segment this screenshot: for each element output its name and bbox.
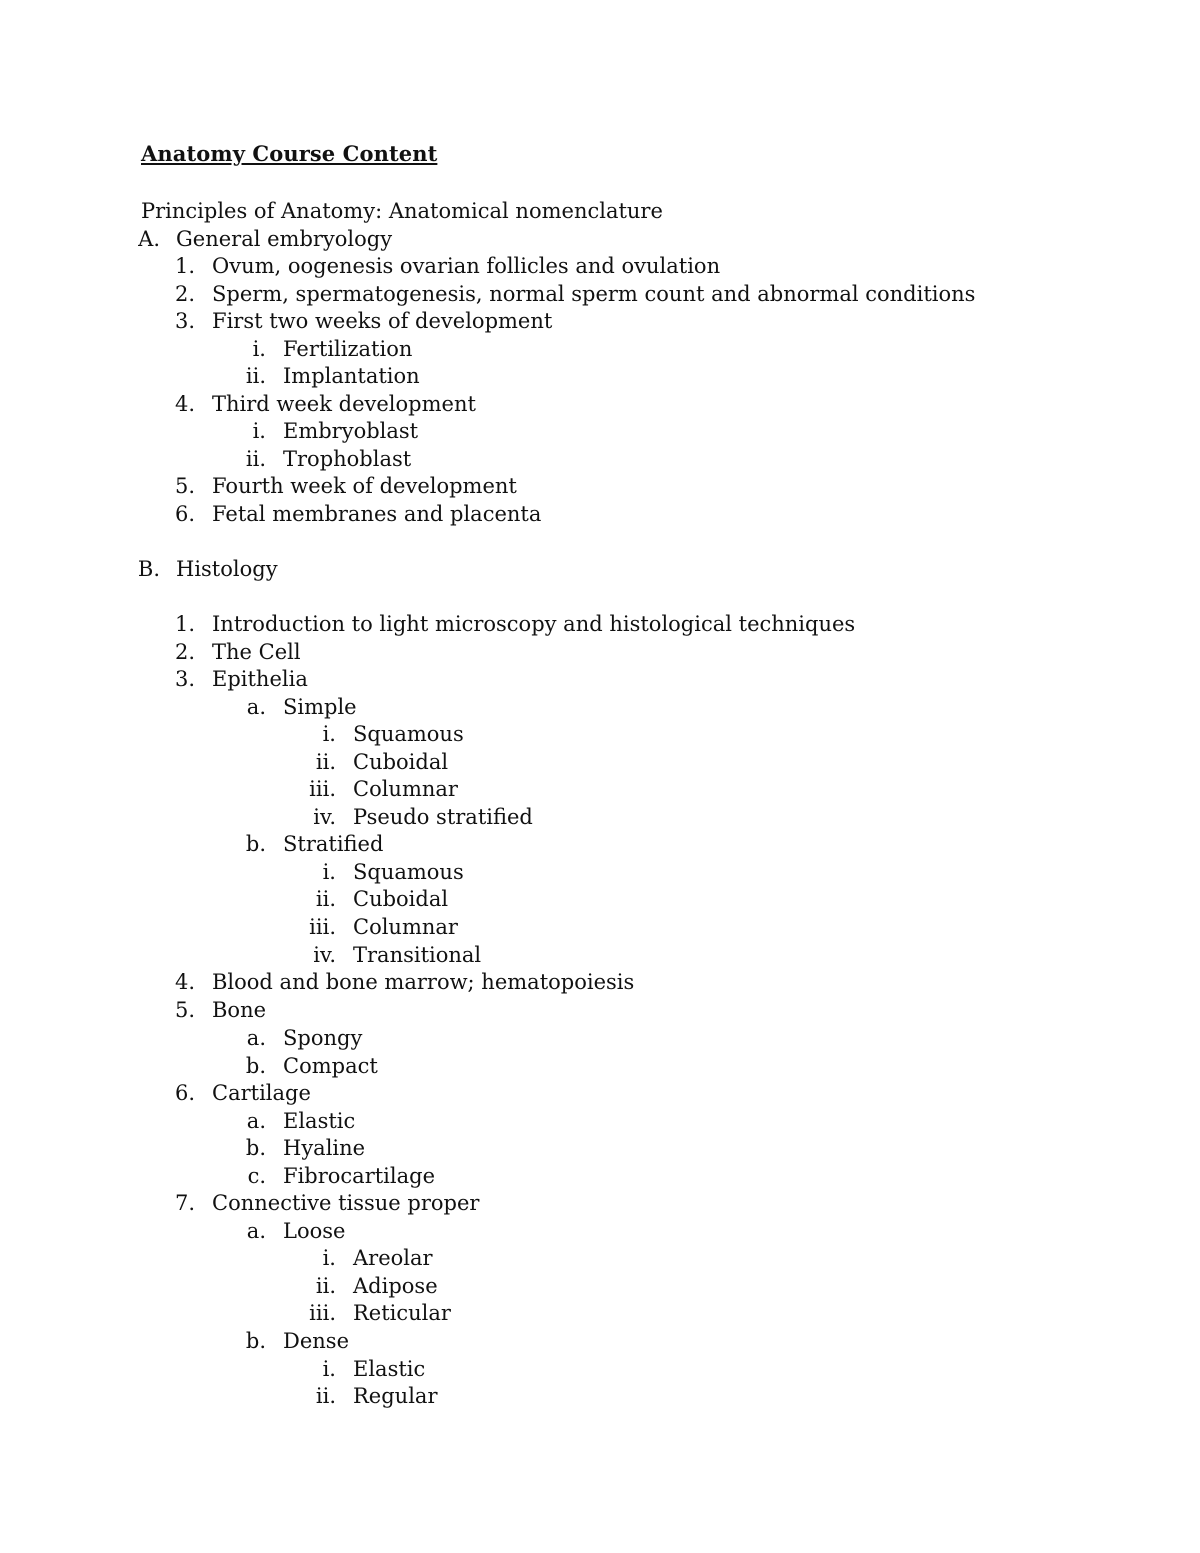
list-item-label: Regular	[353, 1384, 438, 1408]
list-item-label: Third week development	[212, 392, 476, 416]
list-item-label: Spongy	[283, 1026, 363, 1050]
list-item-label: Ovum, oogenesis ovarian follicles and ovulation	[212, 254, 721, 278]
list-marker: 2.	[174, 640, 195, 664]
list-marker: i.	[322, 1246, 336, 1270]
list-marker: 7.	[174, 1191, 195, 1215]
list-marker: a.	[246, 695, 266, 719]
list-item-label: Epithelia	[212, 667, 308, 691]
list-marker: c.	[247, 1164, 266, 1188]
list-marker: 5.	[174, 474, 195, 498]
list-marker: ii.	[245, 447, 266, 471]
list-item-label: Loose	[283, 1219, 346, 1243]
list-marker: ii.	[245, 364, 266, 388]
list-item-label: Cuboidal	[353, 887, 449, 911]
list-marker: i.	[322, 1357, 336, 1381]
list-item-label: Hyaline	[283, 1136, 366, 1160]
list-item-label: Stratified	[283, 832, 384, 856]
list-item-label: General embryology	[176, 227, 393, 251]
intro-text: Principles of Anatomy: Anatomical nomenclature	[141, 199, 663, 223]
list-item-label: Fertilization	[283, 337, 413, 361]
list-marker: a.	[246, 1109, 266, 1133]
list-marker: 4.	[174, 970, 195, 994]
list-marker: ii.	[315, 1274, 336, 1298]
document-title: Anatomy Course Content	[141, 141, 438, 166]
list-marker: i.	[252, 337, 266, 361]
list-item-label: Transitional	[353, 943, 482, 967]
list-item-label: Pseudo stratified	[353, 805, 533, 829]
list-item-label: Squamous	[353, 860, 464, 884]
list-marker: i.	[252, 419, 266, 443]
list-marker: a.	[246, 1026, 266, 1050]
list-marker: 5.	[174, 998, 195, 1022]
list-item-label: Implantation	[283, 364, 420, 388]
list-marker: 3.	[174, 667, 195, 691]
list-item-label: Elastic	[283, 1109, 356, 1133]
list-marker: ii.	[315, 750, 336, 774]
list-marker: 6.	[174, 1081, 195, 1105]
list-item-label: First two weeks of development	[212, 309, 553, 333]
list-item-label: Areolar	[353, 1246, 433, 1270]
list-item-label: Fibrocartilage	[283, 1164, 435, 1188]
list-marker: b.	[245, 1329, 266, 1353]
list-marker: b.	[245, 1136, 266, 1160]
list-marker: a.	[246, 1219, 266, 1243]
list-item-label: Fourth week of development	[212, 474, 517, 498]
list-marker: 3.	[174, 309, 195, 333]
list-item-label: Columnar	[353, 915, 458, 939]
list-marker: ii.	[315, 1384, 336, 1408]
list-item-label: Columnar	[353, 777, 458, 801]
list-marker: B.	[137, 557, 160, 581]
list-item-label: Dense	[283, 1329, 349, 1353]
list-item-label: Histology	[176, 557, 278, 581]
list-marker: b.	[245, 1054, 266, 1078]
list-marker: i.	[322, 722, 336, 746]
list-marker: iii.	[309, 777, 336, 801]
list-item-label: Blood and bone marrow; hematopoiesis	[212, 970, 635, 994]
list-item-label: Simple	[283, 695, 357, 719]
list-item-label: Introduction to light microscopy and histological techniques	[212, 612, 856, 636]
list-item-label: Cartilage	[212, 1081, 311, 1105]
list-marker: 6.	[174, 502, 195, 526]
list-marker: 1.	[174, 254, 195, 278]
list-marker: iii.	[309, 1301, 336, 1325]
list-item-label: Adipose	[353, 1274, 438, 1298]
list-marker: iv.	[313, 943, 336, 967]
list-marker: A.	[138, 227, 160, 251]
list-item-label: Squamous	[353, 722, 464, 746]
list-marker: iv.	[313, 805, 336, 829]
list-marker: 2.	[174, 282, 195, 306]
list-marker: iii.	[309, 915, 336, 939]
list-item-label: Sperm, spermatogenesis, normal sperm count and abnormal conditions	[212, 282, 976, 306]
list-marker: b.	[245, 832, 266, 856]
list-item-label: The Cell	[212, 640, 301, 664]
list-item-label: Elastic	[353, 1357, 426, 1381]
list-marker: i.	[322, 860, 336, 884]
list-item-label: Reticular	[353, 1301, 451, 1325]
list-item-label: Embryoblast	[283, 419, 419, 443]
list-marker: 1.	[174, 612, 195, 636]
list-marker: 4.	[174, 392, 195, 416]
list-item-label: Fetal membranes and placenta	[212, 502, 542, 526]
list-item-label: Bone	[212, 998, 267, 1022]
list-item-label: Connective tissue proper	[212, 1191, 480, 1215]
list-item-label: Trophoblast	[283, 447, 412, 471]
list-item-label: Cuboidal	[353, 750, 449, 774]
list-marker: ii.	[315, 887, 336, 911]
list-item-label: Compact	[283, 1054, 378, 1078]
